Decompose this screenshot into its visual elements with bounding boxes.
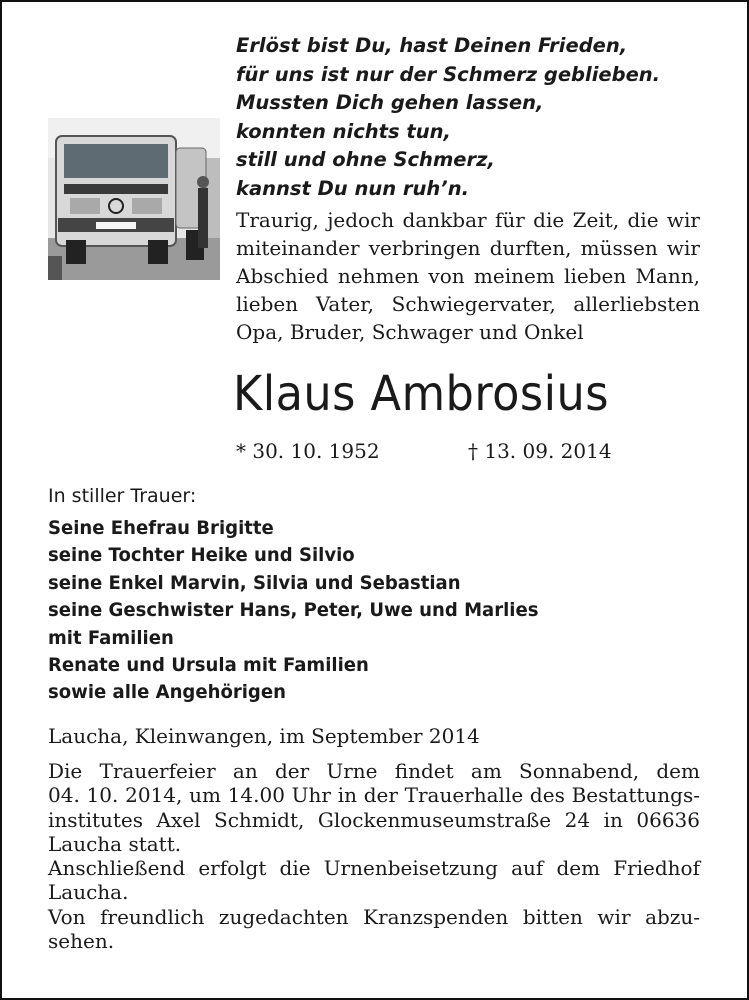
intro-line: Traurig, jedoch dankbar für die Zeit, die wir — [236, 208, 700, 232]
death-date: † 13. 09. 2014 — [468, 439, 612, 463]
mourner-line: seine Geschwister Hans, Peter, Uwe und Marlies — [48, 599, 539, 622]
intro-line: Opa, Bruder, Schwager und Onkel — [236, 320, 584, 344]
notice-line: Anschließend erfolgt die Urnenbeisetzung auf dem Friedhof — [48, 856, 700, 881]
truck-photo — [48, 118, 220, 280]
mourners-list — [48, 515, 564, 707]
mourner-line: Seine Ehefrau Brigitte — [48, 517, 274, 539]
funeral-notice — [48, 759, 700, 953]
notice-line: Laucha statt. — [48, 831, 182, 856]
mourner-line: seine Tochter Heike und Silvio — [48, 544, 355, 567]
notice-line: institutes Axel Schmidt, Glockenmuseumstraße 24 in 06636 — [48, 807, 700, 832]
mourner-line: Renate und Ursula mit Familien — [48, 654, 369, 677]
truck-icon — [48, 118, 220, 280]
intro-line: Abschied nehmen von meinem lieben Mann, — [236, 264, 700, 288]
mourning-heading: In stiller Trauer: — [48, 485, 197, 507]
deceased-name: Klaus Ambrosius — [233, 366, 609, 422]
notice-line: 04. 10. 2014, um 14.00 Uhr in der Trauerhalle des Bestattungs- — [48, 783, 700, 808]
intro-text — [236, 206, 700, 346]
poem-line: Mussten Dich gehen lassen, — [236, 91, 544, 115]
notice-line: Von freundlich zugedachten Kranzspenden bitten wir abzu- — [48, 904, 700, 929]
notice-line: sehen. — [48, 929, 115, 954]
intro-line: miteinander verbringen durften, müssen wir — [236, 236, 700, 260]
poem-line: still und ohne Schmerz, — [236, 148, 495, 172]
poem-line: konnten nichts tun, — [236, 119, 451, 143]
poem-line: kannst Du nun ruh’n. — [236, 176, 469, 200]
mourner-line: seine Enkel Marvin, Silvia und Sebastian — [48, 571, 461, 594]
mourner-line: sowie alle Angehörigen — [48, 681, 286, 704]
intro-line: lieben Vater, Schwiegervater, allerliebsten — [236, 292, 700, 316]
poem-line: für uns ist nur der Schmerz geblieben. — [236, 62, 661, 86]
poem — [236, 32, 716, 204]
notice-line: Laucha. — [48, 880, 129, 905]
poem-line: Erlöst bist Du, hast Deinen Frieden, — [236, 34, 628, 57]
mourner-line: mit Familien — [48, 626, 174, 649]
birth-date: * 30. 10. 1952 — [236, 439, 380, 463]
notice-line: Die Trauerfeier an der Urne findet am Sonnabend, dem — [48, 759, 700, 783]
place-date: Laucha, Kleinwangen, im September 2014 — [48, 724, 480, 748]
